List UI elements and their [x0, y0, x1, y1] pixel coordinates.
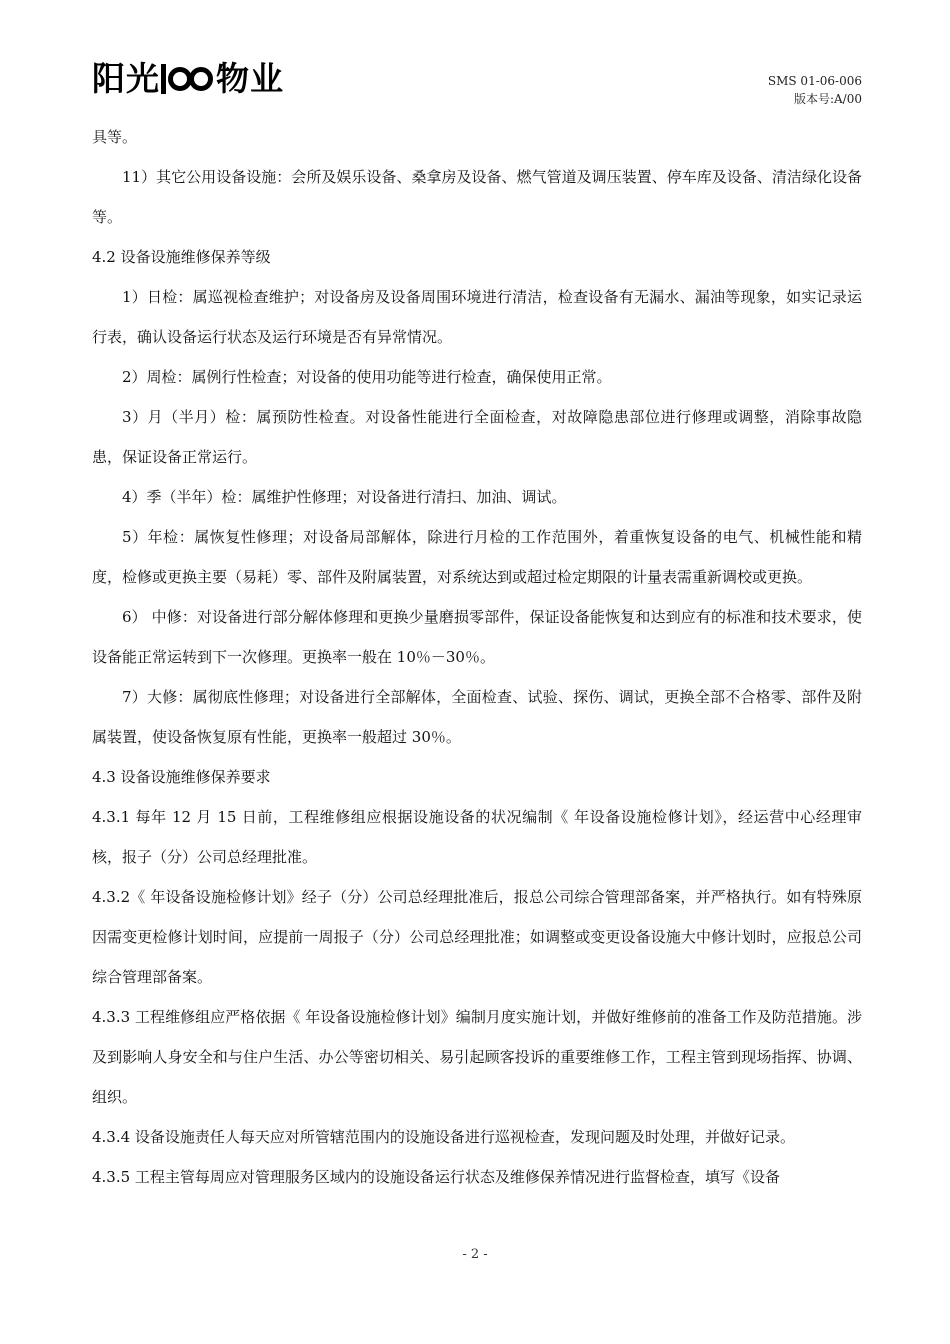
paragraph: 4.3.2《 年设备设施检修计划》经子（分）公司总经理批准后，报总公司综合管理部备案，并严格执行。如有特殊原因需变更检修计划时间，应提前一周报子（分）公司总经理批准；如调整或变更设备设施大中修计划时，应报总公司综合管理部备案。 — [92, 888, 862, 986]
paragraph: 4.3.4 设备设施责任人每天应对所管辖范围内的设施设备进行巡视检查，发现问题及时处理，并做好记录。 — [92, 1128, 795, 1146]
paragraph: 7）大修：属彻底性修理；对设备进行全部解体，全面检查、试验、探伤、调试，更换全部不合格零、部件及附属装置，使设备恢复原有性能，更换率一般超过 30％。 — [92, 688, 862, 746]
document-code-block — [768, 72, 862, 108]
paragraph: 4.3.3 工程维修组应严格依据《 年设备设施检修计划》编制月度实施计划，并做好维修前的准备工作及防范措施。涉及到影响人身安全和与住户生活、办公等密切相关、易引起顾客投诉的重要维修工作，工程主管到现场指挥、协调、组织。 — [92, 1008, 862, 1106]
logo-100-mark — [161, 64, 215, 94]
logo-text-left: 阳光 — [92, 59, 160, 98]
paragraph: 4.3.1 每年 12 月 15 日前，工程维修组应根据设施设备的状况编制《 年设备设施检修计划》，经运营中心经理审核，报子（分）公司总经理批准。 — [92, 808, 862, 866]
paragraph: 2）周检：属例行性检查；对设备的使用功能等进行检查，确保使用正常。 — [122, 368, 612, 386]
document-code: SMS 01-06-006 — [767, 74, 862, 88]
document-version: 版本号:A/00 — [793, 92, 862, 106]
paragraph: 6） 中修：对设备进行部分解体修理和更换少量磨损零部件，保证设备能恢复和达到应有的标准和技术要求，使设备能正常运转到下一次修理。更换率一般在 10％－30％。 — [92, 608, 862, 666]
logo-text-right: 物业 — [216, 59, 284, 98]
paragraph: 1）日检：属巡视检查维护；对设备房及设备周围环境进行清洁，检查设备有无漏水、漏油等现象，如实记录运行表，确认设备运行状态及运行环境是否有异常情况。 — [92, 288, 862, 346]
company-logo — [92, 59, 284, 98]
page-number: - 2 - — [462, 1247, 488, 1262]
paragraph: 5）年检：属恢复性修理；对设备局部解体，除进行月检的工作范围外，着重恢复设备的电气、机械性能和精度，检修或更换主要（易耗）零、部件及附属装置，对系统达到或超过检定期限的计量表需重新调校或更换。 — [92, 528, 862, 586]
paragraph: 3）月（半月）检：属预防性检查。对设备性能进行全面检查，对故障隐患部位进行修理或调整，消除事故隐患，保证设备正常运行。 — [92, 408, 862, 466]
paragraph: 4）季（半年）检：属维护性修理；对设备进行清扫、加油、调试。 — [122, 488, 567, 506]
document-body — [92, 117, 862, 1197]
paragraph: 4.2 设备设施维修保养等级 — [92, 248, 271, 266]
paragraph: 4.3.5 工程主管每周应对管理服务区域内的设施设备运行状态及维修保养情况进行监督检查，填写《设备 — [92, 1168, 780, 1186]
page-header — [92, 58, 862, 106]
paragraph: 具等。 — [92, 128, 138, 146]
paragraph: 4.3 设备设施维修保养要求 — [92, 768, 271, 786]
paragraph: 11）其它公用设备设施：会所及娱乐设备、桑拿房及设备、燃气管道及调压装置、停车库及设备、清洁绿化设备等。 — [92, 168, 862, 226]
